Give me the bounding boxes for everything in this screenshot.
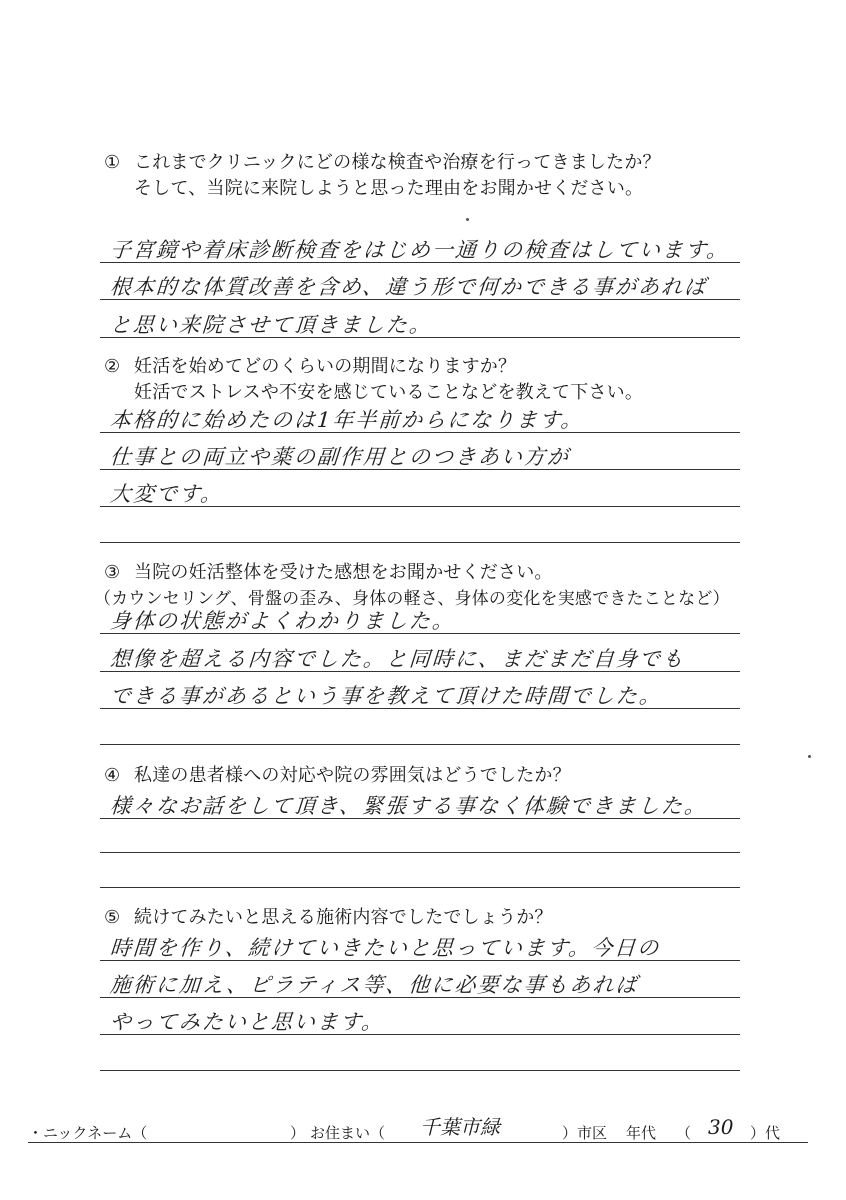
question-subtext: 妊活でストレスや不安を感じていることなどを教えて下さい。 [134, 382, 644, 403]
nickname-label: ・ニックネーム（ [28, 1124, 148, 1142]
address-label: お住まい（ [310, 1124, 386, 1142]
answer-line [100, 744, 740, 745]
question-2 [104, 354, 643, 406]
answer-line [100, 852, 740, 853]
answer-text: 本格的に始めたのは1年半前からになります。 [109, 408, 585, 432]
answer-text: 仕事との両立や薬の副作用とのつきあい方が [109, 445, 571, 469]
answer-text: 子宮鏡や着床診断検査をはじめ一通りの検査はしています。 [109, 238, 731, 262]
answer-line [100, 887, 740, 888]
speck [466, 218, 469, 221]
answer-text: 根本的な体質改善を含め、違う形で何かできる事があれば [109, 275, 708, 299]
question-number: ④ [104, 765, 121, 786]
question-text: これまでクリニックにどの様な検査や治療を行ってきましたか？ [134, 152, 661, 173]
question-text: 当院の妊活整体を受けた感想をお聞かせください。 [134, 562, 553, 583]
address-close: ）市区 [562, 1124, 608, 1142]
answer-text: 大変です。 [109, 482, 225, 506]
question-text: 妊活を始めてどのくらいの期間になりますか？ [134, 356, 517, 377]
age-value: 30 [708, 1115, 734, 1139]
answer-text: 施術に加え、ピラティス等、他に必要な事もあれば [109, 973, 640, 997]
answer-line [100, 1070, 740, 1071]
footer-line [28, 1142, 808, 1143]
question-1 [104, 150, 661, 202]
question-5 [104, 905, 553, 931]
age-label: 年代 [626, 1124, 657, 1142]
question-number: ① [104, 152, 121, 173]
answer-text: と思い来院させて頂きました。 [109, 313, 433, 337]
nickname-close: ） [290, 1124, 306, 1142]
age-open: （ [676, 1124, 692, 1142]
speck [808, 755, 811, 758]
answer-line [100, 542, 740, 543]
answer-text: 時間を作り、続けていきたいと思っています。今日の [109, 936, 662, 960]
address-value: 千葉市緑 [420, 1115, 500, 1139]
question-subtext: そして、当院に来院しようと思った理由をお聞かせください。 [134, 178, 644, 199]
question-number: ⑤ [104, 907, 121, 928]
question-4 [104, 763, 571, 789]
question-text: 続けてみたいと思える施術内容でしたでしょうか？ [134, 907, 553, 928]
answer-text: 身体の状態がよくわかりました。 [109, 609, 456, 633]
age-close: ）代 [750, 1124, 781, 1142]
question-number: ③ [104, 562, 121, 583]
answer-text: 様々なお話をして頂き、緊張する事なく体験できました。 [109, 794, 708, 818]
question-number: ② [104, 356, 121, 377]
question-subtext: （カウンセリング、骨盤の歪み、身体の軽さ、身体の変化を実感できたことなど） [94, 589, 730, 609]
question-text: 私達の患者様への対応や院の雰囲気はどうでしたか？ [134, 765, 571, 786]
answer-text: できる事があるという事を教えて頂けた時間でした。 [109, 684, 663, 708]
answer-text: 想像を超える内容でした。と同時に、まだまだ自身でも [109, 647, 686, 671]
answer-text: やってみたいと思います。 [109, 1010, 386, 1034]
